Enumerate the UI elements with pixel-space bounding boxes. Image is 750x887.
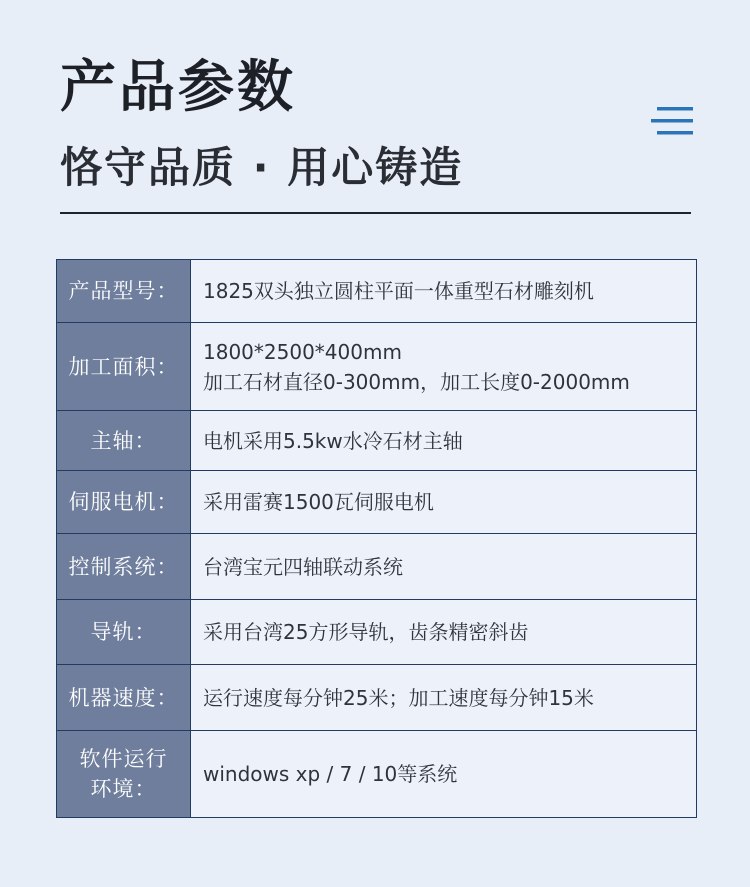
spec-value xyxy=(191,411,697,471)
spec-label: 产品型号： xyxy=(57,260,191,323)
spec-value-line: 1800*2500*400mm xyxy=(203,339,402,364)
spec-label: 伺服电机： xyxy=(57,471,191,534)
spec-label xyxy=(57,731,191,818)
spec-row-spindle xyxy=(57,411,697,471)
spec-value xyxy=(191,323,697,411)
spec-value-line: windows xp / 7 / 10等系统 xyxy=(203,762,458,786)
spec-row-software xyxy=(57,731,697,818)
spec-value-line: 1825双头独立圆柱平面一体重型石材雕刻机 xyxy=(203,279,594,303)
spec-value-line: 加工石材直径0-300mm，加工长度0-2000mm xyxy=(203,369,630,394)
spec-table xyxy=(56,259,697,818)
menu-lines-icon[interactable] xyxy=(651,107,693,135)
spec-label: 导轨： xyxy=(57,600,191,665)
spec-label: 主轴： xyxy=(57,411,191,471)
spec-label: 机器速度： xyxy=(57,665,191,731)
spec-value-line: 采用雷赛1500瓦伺服电机 xyxy=(203,490,434,514)
spec-value xyxy=(191,260,697,323)
spec-value xyxy=(191,665,697,731)
spec-row-area xyxy=(57,323,697,411)
spec-row-control xyxy=(57,534,697,600)
spec-row-model xyxy=(57,260,697,323)
spec-value xyxy=(191,534,697,600)
spec-label: 加工面积： xyxy=(57,323,191,411)
spec-value-line: 运行速度每分钟25米；加工速度每分钟15米 xyxy=(203,685,594,710)
title-divider xyxy=(60,212,691,214)
page-title: 产品参数 xyxy=(60,55,296,120)
spec-value-line: 采用台湾25方形导轨，齿条精密斜齿 xyxy=(203,620,529,644)
spec-value xyxy=(191,600,697,665)
spec-label-line: 环境： xyxy=(90,777,157,801)
spec-value xyxy=(191,731,697,818)
spec-value-line: 电机采用5.5kw水冷石材主轴 xyxy=(203,428,463,453)
spec-label-line: 软件运行 xyxy=(79,747,168,771)
spec-value-line: 台湾宝元四轴联动系统 xyxy=(203,554,403,579)
spec-value xyxy=(191,471,697,534)
spec-label: 控制系统： xyxy=(57,534,191,600)
page-subtitle: 恪守品质 · 用心铸造 xyxy=(60,143,464,192)
spec-row-speed xyxy=(57,665,697,731)
spec-row-rail xyxy=(57,600,697,665)
spec-row-servo xyxy=(57,471,697,534)
